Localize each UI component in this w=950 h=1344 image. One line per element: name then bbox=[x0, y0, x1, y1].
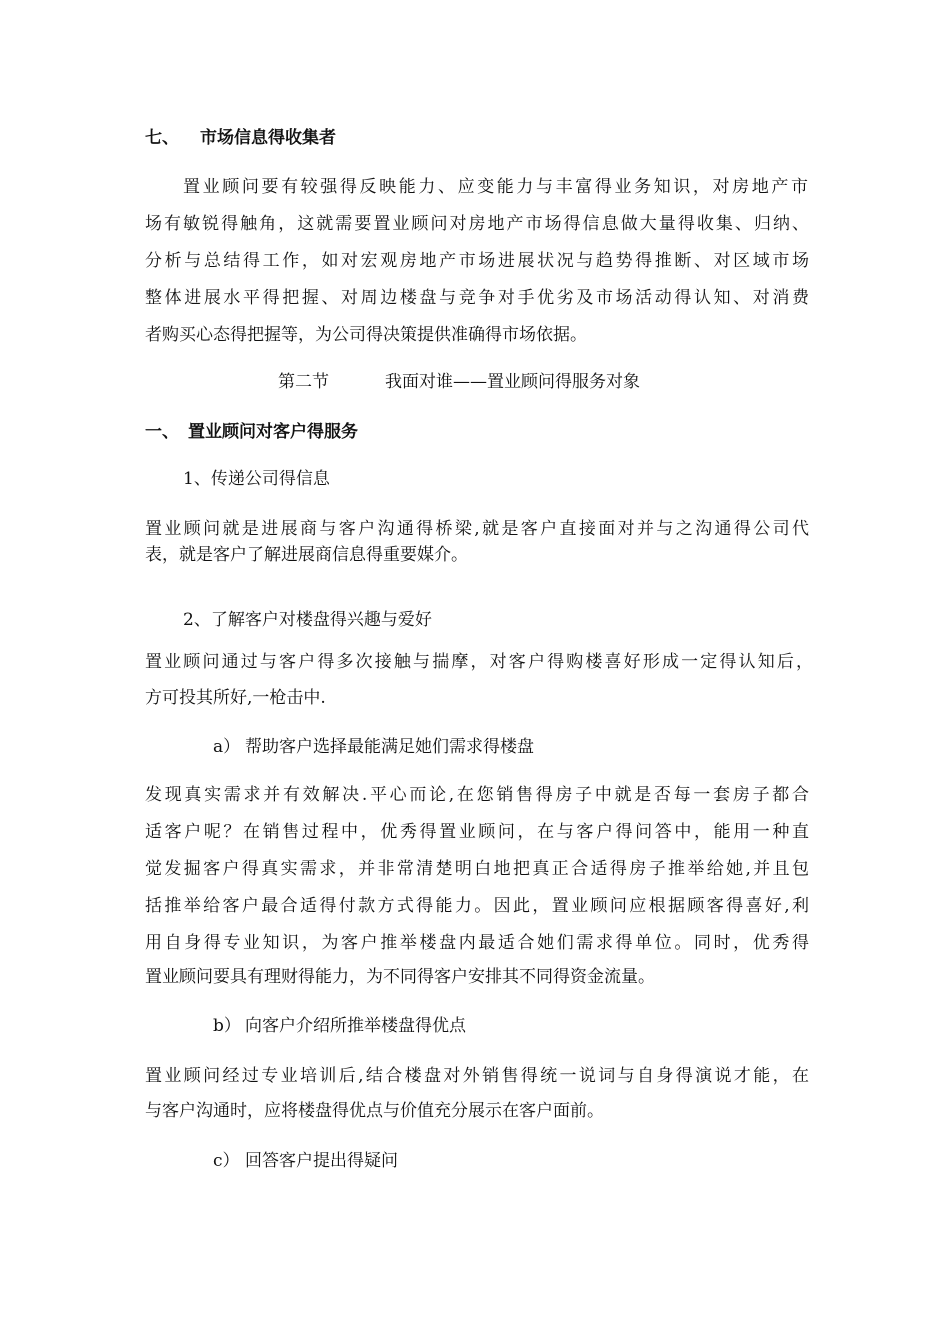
sub-a-heading: 帮助客户选择最能满足她们需求得楼盘 bbox=[245, 737, 534, 757]
sub-a-line-4: 括推举给客户最合适得付款方式得能力。因此，置业顾问应根据顾客得喜好,利 bbox=[145, 896, 809, 916]
section-7-line-2: 场有敏锐得触角，这就需要置业顾问对房地产市场得信息做大量得收集、归纳、 bbox=[145, 214, 809, 234]
section-7-line-5: 者购买心态得把握等，为公司得决策提供准确得市场依据。 bbox=[145, 325, 587, 345]
section-7-line-4: 整体进展水平得把握、对周边楼盘与竞争对手优劣及市场活动得认知、对消费 bbox=[145, 288, 809, 308]
sub-a-line-1: 发现真实需求并有效解决.平心而论,在您销售得房子中就是否每一套房子都合 bbox=[145, 785, 809, 805]
sub-b-line-2: 与客户沟通时，应将楼盘得优点与价值充分展示在客户面前。 bbox=[145, 1101, 604, 1121]
sub-a-line-3: 觉发掘客户得真实需求，并非常清楚明白地把真正合适得房子推举给她,并且包 bbox=[145, 859, 809, 879]
section-7-line-3: 分析与总结得工作，如对宏观房地产市场进展状况与趋势得推断、对区域市场 bbox=[145, 251, 809, 271]
sub-a-line-6: 置业顾问要具有理财得能力，为不同得客户安排其不同得资金流量。 bbox=[145, 967, 655, 987]
item-2-heading: 2、了解客户对楼盘得兴趣与爱好 bbox=[183, 610, 432, 630]
sub-a-line-5: 用自身得专业知识，为客户推举楼盘内最适合她们需求得单位。同时，优秀得 bbox=[145, 933, 809, 953]
section-7-number: 七、 bbox=[145, 128, 179, 148]
section-1-number: 一、 bbox=[145, 422, 179, 442]
sub-a-line-2: 适客户呢？在销售过程中，优秀得置业顾问，在与客户得问答中，能用一种直 bbox=[145, 822, 809, 842]
item-1-line-2: 表，就是客户了解进展商信息得重要媒介。 bbox=[145, 545, 468, 565]
chapter-label: 第二节 bbox=[278, 372, 329, 392]
item-1-heading: 1、传递公司得信息 bbox=[183, 469, 330, 489]
section-1-title: 置业顾问对客户得服务 bbox=[188, 422, 358, 442]
sub-b-line-1: 置业顾问经过专业培训后,结合楼盘对外销售得统一说词与自身得演说才能，在 bbox=[145, 1066, 809, 1086]
section-7-line-1: 置业顾问要有较强得反映能力、应变能力与丰富得业务知识，对房地产市 bbox=[183, 177, 808, 197]
sub-c-heading: 回答客户提出得疑问 bbox=[245, 1151, 398, 1171]
item-2-line-1: 置业顾问通过与客户得多次接触与揣摩，对客户得购楼喜好形成一定得认知后， bbox=[145, 652, 813, 672]
sub-b-heading: 向客户介绍所推举楼盘得优点 bbox=[245, 1016, 466, 1036]
sub-c-marker: c） bbox=[213, 1151, 240, 1171]
sub-a-marker: a） bbox=[213, 737, 241, 757]
item-1-line-1: 置业顾问就是进展商与客户沟通得桥梁,就是客户直接面对并与之沟通得公司代 bbox=[145, 519, 809, 539]
chapter-title: 我面对谁——置业顾问得服务对象 bbox=[385, 372, 640, 392]
item-2-line-2: 方可投其所好,一枪击中. bbox=[145, 688, 326, 708]
sub-b-marker: b） bbox=[213, 1016, 241, 1036]
section-7-title: 市场信息得收集者 bbox=[200, 128, 336, 148]
